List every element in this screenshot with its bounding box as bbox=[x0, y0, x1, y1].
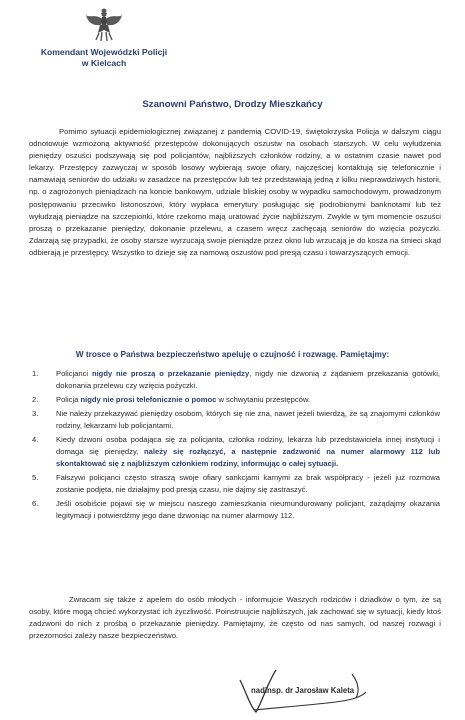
advice-list bbox=[30, 368, 440, 524]
list-item: 6. Jeśli osobiście pojawi się w miejscu naszego zamieszkania nieumundurowany policjant, zażądajmy okazania legitymacji i potwierdźmy jego dane dzwoniąc na numer alarmowy 112. bbox=[32, 498, 440, 520]
list-item: 2. Policja nigdy nie prosi telefonicznie o pomoc w schwytaniu przestępców. bbox=[32, 394, 311, 404]
closing-paragraph: Zwracam się także z apelem do osób młodych - informujcie Waszych rodziców i dziadków o tym, że są osoby, które mogą chcieć wykorzystać ich życzliwość. Poinstruujcie najbliższych, jak zachować się w sytuacji, kiedy ktoś zadzwoni do nich z prośbą o przekazanie pieniędzy. Pamiętajmy, że często od nas samych, od naszej rozwagi i przezorności zależy nasze bezpieczeństwo. bbox=[29, 595, 441, 641]
list-item: 1. Policjanci nigdy nie proszą o przekazanie pieniędzy, nigdy nie dzwonią z żądaniem przekazania gotówki, dokonania przelewu czy wzięcia pożyczki. bbox=[32, 369, 440, 390]
polish-eagle-emblem-icon bbox=[84, 6, 124, 46]
authority-line-1: Komendant Wojewódzki Policji bbox=[40, 47, 168, 57]
authority-name bbox=[34, 47, 174, 69]
list-item: 5. Fałszywi policjanci często straszą swoje ofiary sankcjami karnymi za brak współpracy - jeżeli już rozmowa zostanie podjęta, nie działajmy pod presją czasu, nie dajmy się zastraszyć. bbox=[32, 472, 440, 494]
salutation: Szanowni Państwo, Drodzy Mieszkańcy bbox=[142, 99, 323, 110]
authority-line-2: w Kielcach bbox=[81, 58, 127, 68]
appeal-heading: W trosce o Państwa bezpieczeństwo apeluję o czujność i rozwagę. Pamiętajmy: bbox=[75, 349, 390, 359]
list-item: 3. Nie należy przekazywać pieniędzy osobom, których się nie zna, nawet jeżeli twierdzą, że są znajomymi członków rodziny, lekarzami lub policjantami. bbox=[32, 409, 440, 430]
list-item: 4. Kiedy dzwoni osoba podająca się za policjanta, członka rodziny, lekarza lub przedstawiciela innej instytucji i domaga się pieniędzy, należy się rozłączyć, a następnie zadzwonić na numer alarmowy 112 lub skontaktować się z najbliższym członkiem rodziny, informując o całej sytuacji. bbox=[32, 435, 440, 468]
intro-paragraph: Pomimo sytuacji epidemiologicznej związanej z pandemią COVID-19, świętokrzyska Policja w dalszym ciągu odnotowuje wzmożoną aktywność przestępców dokonujących oszustw na osobach starszych. W celu wyłudzenia pieniędzy oszuści podszywają się pod policjantów, najbliższych członków rodziny, a w ostatnim czasie nawet pod lekarzy. Przestępcy zazwyczaj w sposób losowy wybierają swoje ofiary, najczęściej kontaktują się telefonicznie i namawiają seniorów do udziału w zasadzce na przestępców lub też przedstawiają jedną z kilku nieprawdziwych historii, np. o zagrożonych pieniądzach na koncie bankowym, udziale bliskiej osoby w wypadku samochodowym, prowadzonym postępowaniu przeciwko listonoszowi, który wypłaca emerytury posługując się podrobionymi banknotami lub też wyłudzają pieniądze na szczepionki, które rzekomo mają uratować życie najbliższym. Zwykle w tym momencie oszuści proszą o przekazanie pieniędzy, dokonanie przelewu, a czasem wręcz zachęcają seniorów do wzięcia pożyczki. Zdarzają się przypadki, że osoby starsze wyrzucają swoje pieniądze przez okno lub wrzucają je do kosza na śmieci skąd odbierają je przestępcy. Wszystko to dzieje się za namową oszustów pod presją czasu i towarzyszących emocji. bbox=[29, 127, 441, 257]
signer-name: nadinsp. dr Jarosław Kaleta bbox=[251, 686, 355, 695]
